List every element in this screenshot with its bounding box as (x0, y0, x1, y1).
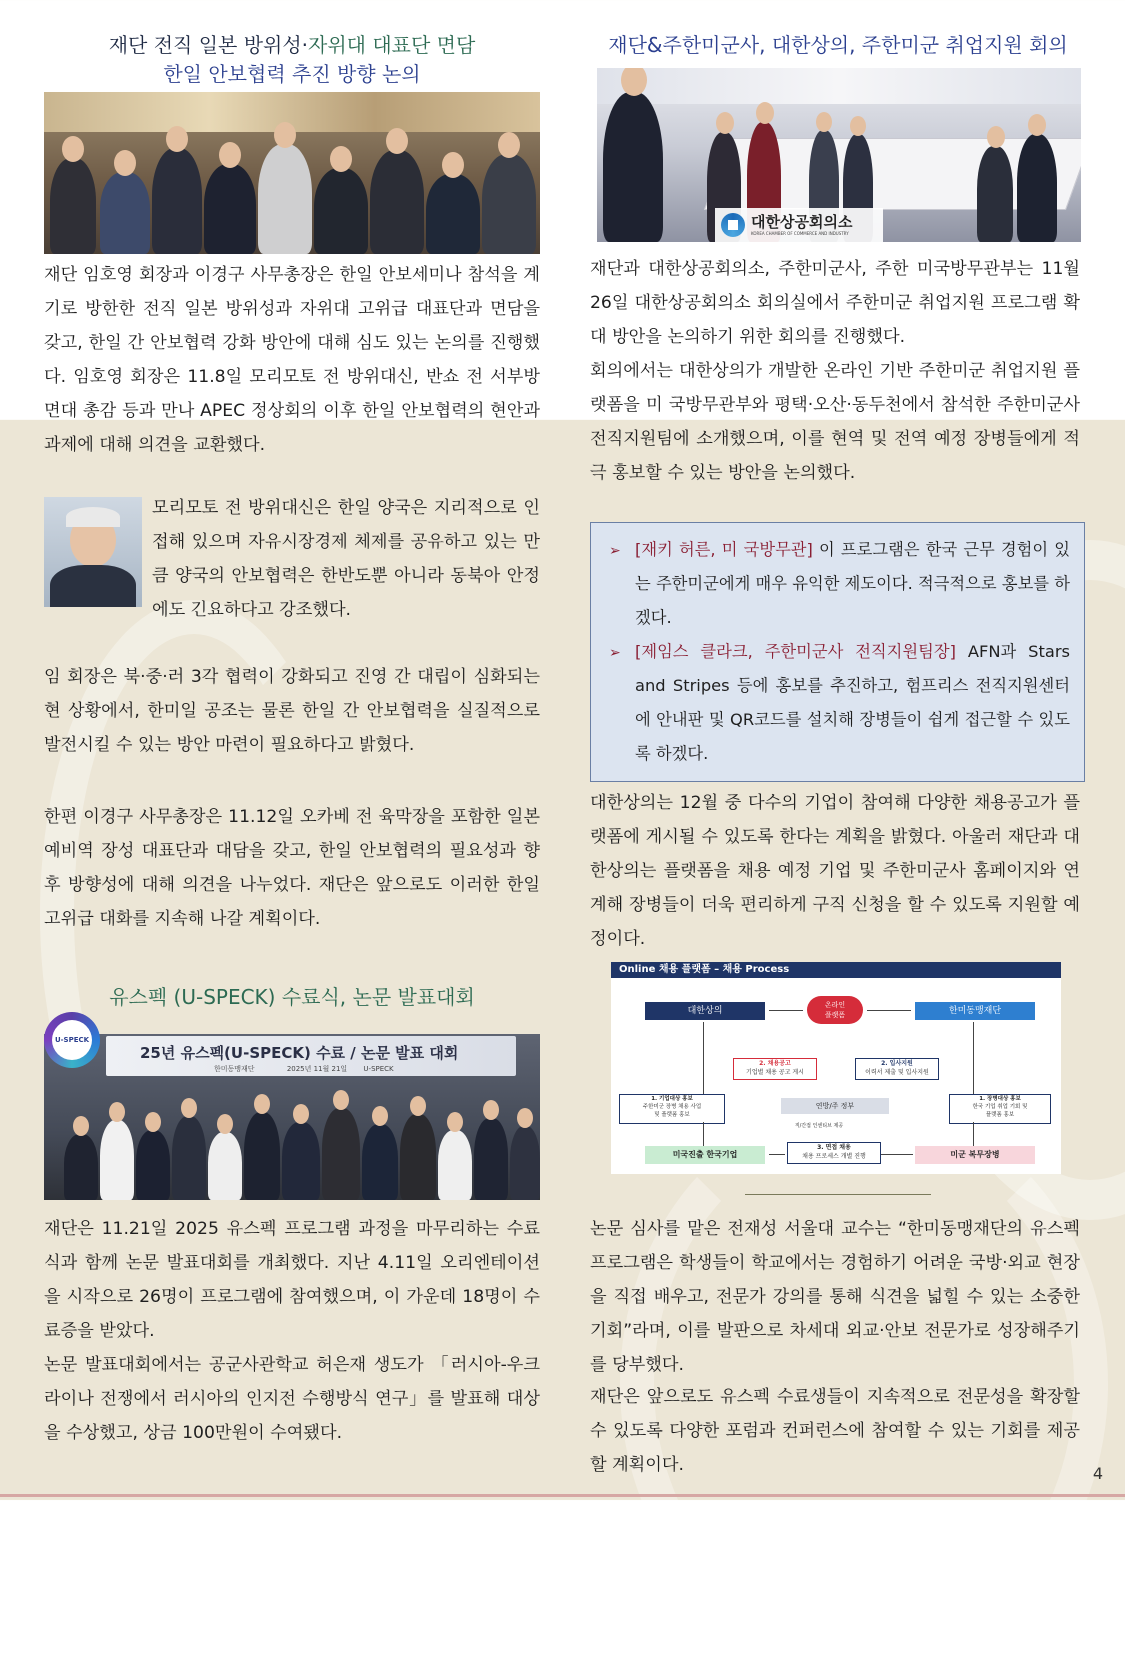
step2-apply-sub: 이력서 제출 및 입사지원 (865, 1069, 929, 1076)
quotes-box (590, 522, 1085, 782)
section-divider (745, 1194, 931, 1195)
quote-item-1 (609, 533, 1070, 635)
u-speck-logo-icon (44, 1012, 100, 1068)
step1-soldier-sub1: 한국 기업 취업 기회 및 (972, 1104, 1028, 1110)
diagram-node-us-soldier: 미군 복무장병 (915, 1146, 1035, 1164)
quote-2-speaker: [제임스 클라크, 주한미군사 전직지원팀장] (635, 642, 956, 661)
kcci-logo-badge (715, 208, 883, 242)
quote-1-body (635, 533, 1070, 635)
diagram-node-kcci: 대한상의 (645, 1002, 765, 1020)
article2-paragraph-1: 재단은 11.21일 2025 유스펙 프로그램 과정을 마무리하는 수료식과 함께 논문 발표대회를 개최했다. 지난 4.11일 오리엔테이션을 시작으로 26명이 프로그램에 참여했으며, 이 가운데 18명이 수료증을 받았다. (44, 1219, 540, 1341)
diagram-incentive-label: 직/간접 인센티브 제공 (794, 1123, 844, 1129)
article4-paragraph-2: 재단은 앞으로도 유스펙 수료생들이 지속적으로 전문성을 확장할 수 있도록 다양한 포럼과 컨퍼런스에 참여할 수 있는 기회를 제공할 계획이다. (590, 1387, 1080, 1475)
banner-sub-left: 한미동맹재단 (214, 1065, 255, 1073)
quote-1-text: 이 프로그램은 한국 근무 경험이 있는 주한미군에게 매우 유익한 제도이다. 적극적으로 홍보를 하겠다. (635, 540, 1070, 627)
step1-company-sub2: 및 플랫폼 홍보 (654, 1112, 690, 1118)
quote-2-body (635, 635, 1070, 771)
banner-sub-date: 2025년 11월 21일 (286, 1065, 348, 1073)
diagram-step2-posting (733, 1058, 817, 1080)
step2-apply-title: 2. 입사지원 (881, 1060, 913, 1067)
step1-soldier-title: 1. 장병대상 홍보 (979, 1096, 1021, 1102)
ceremony-banner-text: 25년 유스펙(U-SPECK) 수료 / 논문 발표 대회 (140, 1044, 459, 1062)
article1-heading (44, 31, 540, 89)
article3-title: 재단&주한미군사, 대한상의, 주한미군 취업지원 회의 (608, 33, 1068, 57)
step1-company-title: 1. 기업대상 홍보 (651, 1096, 693, 1102)
article1-paragraph-3: 임 회장은 북·중·러 3각 협력이 강화되고 진영 간 대립이 심화되는 현 상황에서, 한미일 공조는 물론 한일 간 안보협력을 실질적으로 발전시킬 수 있는 방안 마련이 필요하다고 밝혔다. (44, 667, 540, 755)
diagram-step2-apply (855, 1058, 939, 1080)
step3-title: 3. 면접 채용 (817, 1144, 851, 1151)
recruitment-process-diagram (611, 962, 1061, 1174)
article1-title-part1: 재단 전직 일본 방위성· (108, 33, 309, 57)
step1-soldier-sub2: 플랫폼 홍보 (985, 1112, 1015, 1118)
diagram-node-platform (807, 996, 863, 1024)
diagram-step1-soldier (949, 1094, 1051, 1124)
article1-paragraph-2-text: 모리모토 전 방위대신은 한일 양국은 지리적으로 인접해 있으며 자유시장경제 체제를 공유하고 있는 만큼 양국의 안보협력은 한반도뿐 아니라 동북아 안정에도 긴요하다고 강조했다. (152, 498, 540, 620)
diagram-step1-company (619, 1094, 725, 1124)
article1-paragraph-1: 재단 임호영 회장과 이경구 사무총장은 한일 안보세미나 참석을 계기로 방한한 전직 일본 방위성과 자위대 고위급 대표단과 면담을 갖고, 한일 간 안보협력 강화 방안에 대해 심도 있는 논의를 진행했다. 임호영 회장은 11.8일 모리모토 전 방위대신, 반쇼 전 서부방면대 총감 등과 만나 APEC 정상회의 이후 한일 안보협력의 현안과 과제에 대해 의견을 교환했다. (44, 265, 540, 455)
quote-1-speaker: [재키 허른, 미 국방무관] (635, 540, 813, 559)
article1-subtitle: 한일 안보협력 추진 방향 논의 (163, 62, 421, 86)
diagram-node-korean-company: 미국진출 한국기업 (645, 1146, 765, 1164)
platform-line1: 온라인 (824, 1001, 846, 1009)
step2-posting-title: 2. 채용공고 (759, 1060, 791, 1067)
article3-meeting-photo (597, 68, 1081, 242)
step3-sub: 채용 프로세스 개별 진행 (802, 1153, 866, 1160)
bottom-rule (0, 1494, 1125, 1497)
kcci-logo-text: 대한상공회의소 (751, 212, 853, 231)
article3-paragraph-3: 대한상의는 12월 중 다수의 기업이 참여해 다양한 채용공고가 플랫폼에 게시될 수 있도록 한다는 계획을 밝혔다. 아울러 재단과 대한상의는 플랫폼을 채용 예정 기업 및 주한미군사 홈페이지와 연계해 장병들이 더욱 편리하게 구직 신청을 할 수 있도록 지원할 예정이다. (590, 793, 1080, 949)
platform-line2: 플랫폼 (824, 1011, 846, 1019)
quote-2-text: AFN과 Stars and Stripes 등에 홍보를 추진하고, 험프리스 전직지원센터에 안내판 및 QR코드를 설치해 장병들이 쉽게 접근할 수 있도록 하겠다. (635, 642, 1071, 763)
kcci-logo-icon (721, 213, 745, 237)
article1-paragraph-4: 한편 이경구 사무총장은 11.12일 오카베 전 육막장을 포함한 일본 예비역 장성 대표단과 대담을 갖고, 한일 안보협력의 필요성과 향후 방향성에 대해 의견을 나누었다. 재단은 앞으로도 이러한 한일 고위급 대화를 지속해 나갈 계획이다. (44, 807, 540, 929)
kcci-logo-subtext: KOREA CHAMBER OF COMMERCE AND INDUSTRY (751, 230, 849, 236)
article1-title-part2: 자위대 대표단 면담 (308, 33, 476, 57)
article1-paragraph-2 (44, 491, 540, 627)
article3-paragraph-2: 회의에서는 대한상의가 개발한 온라인 기반 주한미군 취업지원 플랫폼을 미 국방무관부와 평택·오산·동두천에서 참석한 주한미군사 전직지원팀에 소개했으며, 이를 현역 및 전역 예정 장병들에게 적극 홍보할 수 있는 방안을 논의했다. (590, 361, 1080, 483)
page-number: 4 (1092, 1464, 1103, 1483)
diagram-node-foundation: 한미동맹재단 (915, 1002, 1035, 1020)
step1-company-sub1: 주한미군 장병 채용 사업 (642, 1104, 702, 1110)
u-speck-logo-text: U-SPECK (54, 1036, 90, 1044)
article2-ceremony-photo (44, 1034, 540, 1200)
triangle-bullet-icon: ➢ (609, 543, 621, 559)
diagram-title: Online 채용 플랫폼 – 채용 Process (611, 962, 1061, 978)
diagram-center-government: 연방/주 정부 (781, 1098, 889, 1114)
diagram-step3-interview (787, 1142, 881, 1164)
banner-sub-right: U-SPECK (363, 1065, 394, 1073)
article2-title: 유스펙 (U-SPECK) 수료식, 논문 발표대회 (109, 985, 475, 1009)
quote-item-2 (609, 635, 1070, 771)
article4-paragraph-1: 논문 심사를 맡은 전재성 서울대 교수는 “한미동맹재단의 유스펙 프로그램은 학생들이 학교에서는 경험하기 어려운 국방·외교 현장을 직접 배우고, 전문가 강의를 통해 식견을 넓힐 수 있는 소중한 기회”라며, 이를 발판으로 차세대 외교·안보 전문가로 성장해주기를 당부했다. (590, 1219, 1080, 1375)
triangle-bullet-icon: ➢ (609, 645, 621, 661)
article2-paragraph-2: 논문 발표대회에서는 공군사관학교 허은재 생도가 「러시아-우크라이나 전쟁에서 러시아의 인지전 수행방식 연구」를 발표해 대상을 수상했고, 상금 100만원이 수여됐다. (44, 1355, 540, 1443)
article3-paragraph-1: 재단과 대한상공회의소, 주한미군사, 주한 미국방무관부는 11월 26일 대한상공회의소 회의실에서 주한미군 취업지원 프로그램 확대 방안을 논의하기 위한 회의를 진행했다. (590, 259, 1080, 347)
step2-posting-sub: 기업별 채용 공고 게시 (746, 1069, 804, 1076)
article1-group-photo (44, 92, 540, 254)
